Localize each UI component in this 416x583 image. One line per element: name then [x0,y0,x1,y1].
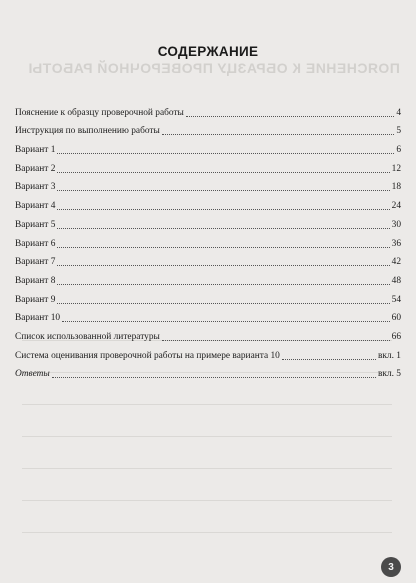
toc-entry-label: Ответы [15,369,50,380]
toc-entry[interactable] [15,212,401,231]
toc-entry[interactable] [15,306,401,325]
dot-leader [57,209,389,210]
toc-entry-page: 18 [391,182,401,193]
toc-entry-page: 48 [391,275,401,286]
page-number-badge: 3 [381,557,401,577]
toc-entry[interactable] [15,119,401,138]
toc-entry-page: 12 [391,163,401,174]
dot-leader [57,265,389,266]
toc-entry[interactable] [15,343,401,362]
ghost-rule [22,404,392,405]
toc-entry-label: Система оценивания проверочной работы на примере варианта 10 [15,350,280,361]
dot-leader [57,247,389,248]
toc-entry-label: Вариант 1 [15,145,56,156]
ghost-rule [22,532,392,533]
toc-entry-page: вкл. 5 [377,369,401,380]
toc-entry-page: 6 [396,145,401,156]
toc-entry[interactable] [15,287,401,306]
toc-entry-page: 30 [391,219,401,230]
dot-leader [57,172,389,173]
toc-entry[interactable] [15,362,401,381]
dot-leader [57,228,389,229]
toc-entry[interactable] [15,193,401,212]
toc-entry-label: Список использованной литературы [15,331,160,342]
dot-leader [162,134,394,135]
toc-entry-page: 66 [391,331,401,342]
toc-entry-label: Вариант 10 [15,313,61,324]
ghost-rule [22,436,392,437]
dot-leader [52,377,376,378]
toc-entry-page: 36 [391,238,401,249]
ghost-rule [22,500,392,501]
toc-entry[interactable] [15,137,401,156]
toc-entry-label: Пояснение к образцу проверочной работы [15,107,184,118]
toc-entry-page: 5 [396,126,401,137]
toc-entry[interactable] [15,175,401,194]
toc-entry[interactable] [15,231,401,250]
toc-entry-page: 4 [396,107,401,118]
toc-entry-label: Вариант 4 [15,201,56,212]
dot-leader [57,153,394,154]
ghost-heading: ПОЯСНЕНИЕ К ОБРАЗЦУ ПРОВЕРОЧНОЙ РАБОТЫ [28,60,400,76]
toc-entry-label: Вариант 9 [15,294,56,305]
toc-entry[interactable] [15,324,401,343]
toc-entry-page: 24 [391,201,401,212]
toc-entry-label: Вариант 6 [15,238,56,249]
toc-entry-label: Вариант 5 [15,219,56,230]
dot-leader [57,190,389,191]
dot-leader [57,284,389,285]
toc-entry-label: Вариант 7 [15,257,56,268]
toc-entry-label: Вариант 3 [15,182,56,193]
toc-entry-label: Вариант 8 [15,275,56,286]
ghost-rule [22,468,392,469]
dot-leader [162,340,390,341]
dot-leader [186,116,394,117]
toc-entry-label: Инструкция по выполнению работы [15,126,160,137]
dot-leader [57,303,389,304]
toc-entry-label: Вариант 2 [15,163,56,174]
table-of-contents [15,100,401,380]
toc-entry[interactable] [15,250,401,269]
toc-entry-page: 54 [391,294,401,305]
toc-entry[interactable] [15,156,401,175]
toc-entry[interactable] [15,268,401,287]
toc-entry[interactable] [15,100,401,119]
dot-leader [282,359,376,360]
toc-entry-page: 42 [391,257,401,268]
page-title: СОДЕРЖАНИЕ [157,44,259,59]
dot-leader [62,321,390,322]
toc-entry-page: вкл. 1 [377,350,401,361]
toc-entry-page: 60 [391,313,401,324]
